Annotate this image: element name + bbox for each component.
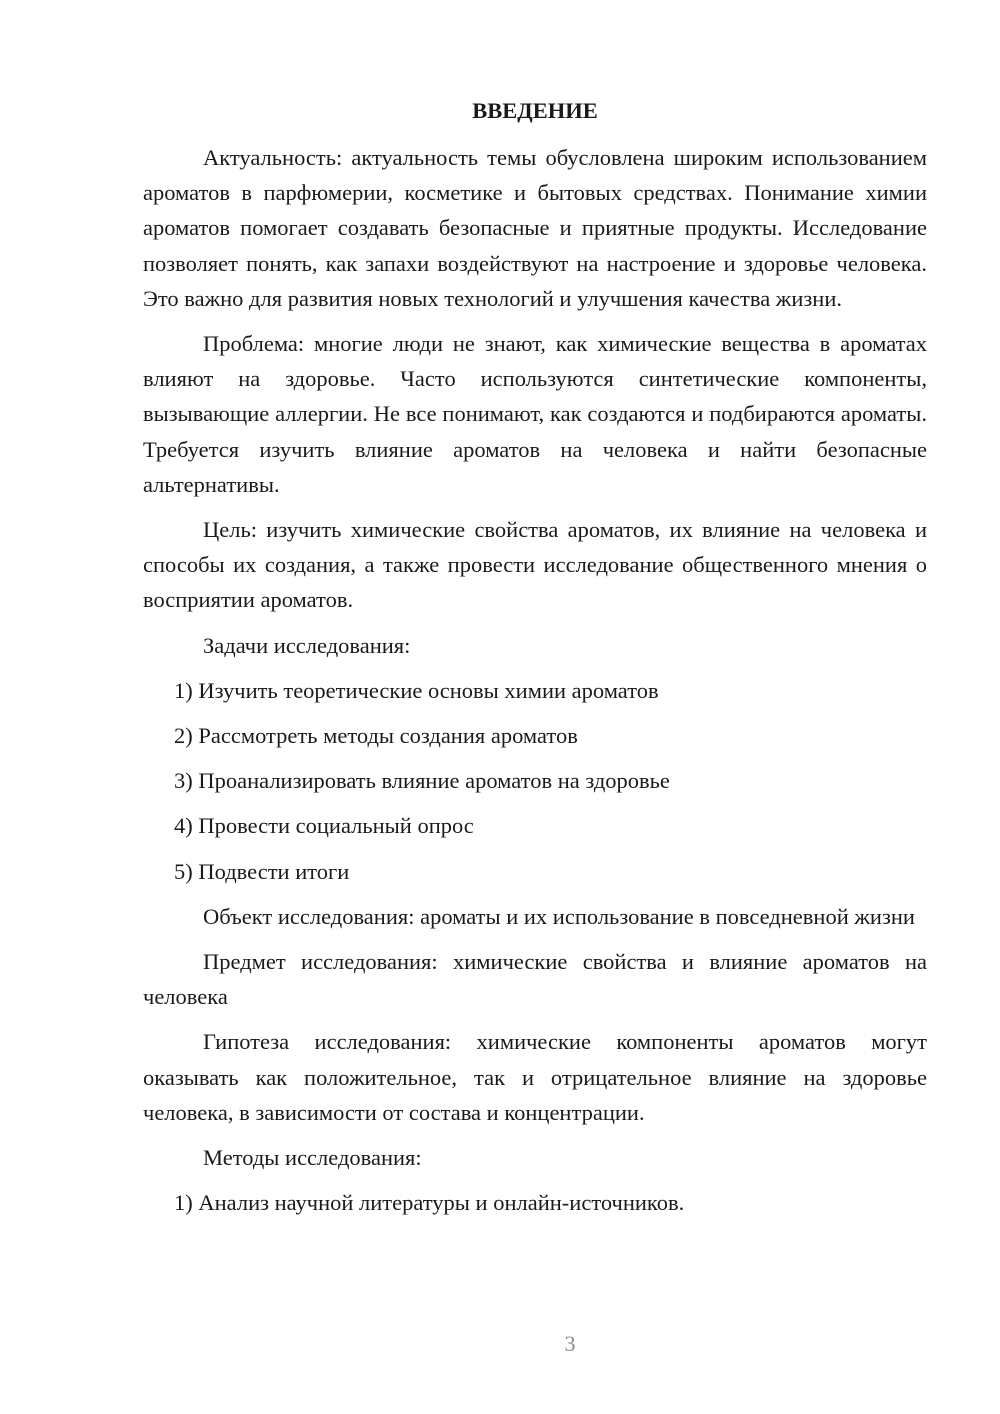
- method-item: 1) Анализ научной литературы и онлайн-источников.: [174, 1190, 685, 1216]
- tasks-list: [143, 673, 927, 889]
- task-item: 4) Провести социальный опрос: [174, 813, 474, 839]
- tasks-heading: Задачи исследования:: [203, 632, 411, 658]
- task-item: 3) Проанализировать влияние ароматов на здоровье: [174, 768, 670, 794]
- methods-heading: Методы исследования:: [203, 1145, 422, 1171]
- relevance-paragraph: Актуальность: актуальность темы обусловлена широким использованием ароматов в парфюмерии, косметике и бытовых средствах. Понимание химии ароматов помогает создавать безопасные и приятные продукты. Исследование позволяет понять, как запахи воздействуют на настроение и здоровье человека. Это важно для развития новых технологий и улучшения качества жизни.: [143, 145, 927, 311]
- task-item: 2) Рассмотреть методы создания ароматов: [174, 723, 578, 749]
- goal-paragraph: Цель: изучить химические свойства ароматов, их влияние на человека и способы их создания, а также провести исследование общественного мнения о восприятии ароматов.: [143, 517, 927, 613]
- object-paragraph: Объект исследования: ароматы и их использование в повседневной жизни: [203, 903, 915, 929]
- methods-list: [143, 1185, 927, 1220]
- page-title: ВВЕДЕНИЕ: [472, 98, 598, 123]
- hypothesis-paragraph: Гипотеза исследования: химические компоненты ароматов могут оказывать как положительное, так и отрицательное влияние на здоровье человека, в зависимости от состава и концентрации.: [143, 1029, 927, 1125]
- task-item: 1) Изучить теоретические основы химии ароматов: [174, 677, 659, 703]
- task-item: 5) Подвести итоги: [174, 858, 350, 884]
- page-number: 3: [564, 1331, 576, 1356]
- problem-paragraph: Проблема: многие люди не знают, как химические вещества в ароматах влияют на здоровье. Часто используются синтетические компоненты, вызывающие аллергии. Не все понимают, как создаются и подбираются ароматы. Требуется изучить влияние ароматов на человека и найти безопасные альтернативы.: [143, 331, 927, 497]
- page-content: [143, 93, 927, 1230]
- subject-paragraph: Предмет исследования: химические свойства и влияние ароматов на человека: [143, 949, 927, 1010]
